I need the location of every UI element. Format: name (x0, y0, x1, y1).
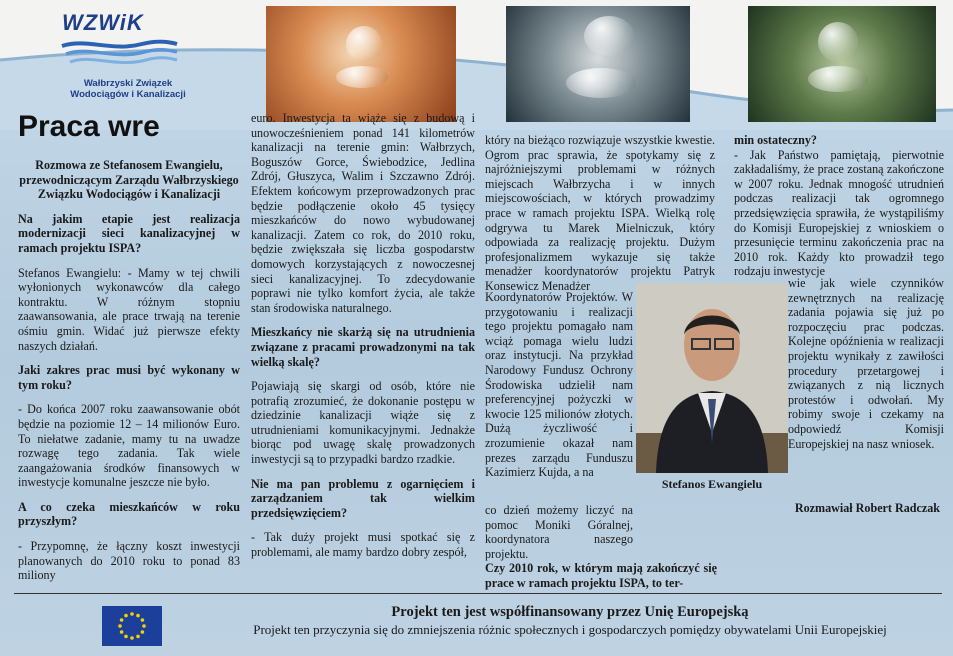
eu-flag-icon (102, 606, 162, 646)
logo-subtitle: Wałbrzyski Związek Wodociągów i Kanalizacji (70, 78, 186, 100)
water-photo-2 (506, 6, 690, 122)
answer: - Przypomnę, że łączny koszt inwestycji planowanych do 2010 roku to ponad 83 miliony (18, 539, 240, 583)
answer: - Tak duży projekt musi spotkać się z problemami, ale mamy bardzo dobry zespół, (251, 530, 475, 560)
column-4-top (734, 133, 944, 289)
question: Na jakim etapie jest realizacja modernizacji sieci kanalizacyjnej w ramach projektu ISPA? (18, 211, 240, 255)
answer: - Jak Państwo pamiętają, pierwotnie zakładaliśmy, że prace zostaną zakończone w 2007 roku. Jednak mnogość utrudnień podczas realizacji tak ogromnego przedsięwzięcia sprawiła, że wystąpiliśmy do Komisji Europejskiej z wnioskiem o przesunięcie terminu zakończenia prac na 2010 rok. Każdy kto prowadził tego rodzaju inwestycje (734, 147, 944, 279)
logo-text: WZWiK (62, 10, 144, 35)
footer-divider (14, 593, 942, 594)
column-2 (251, 111, 475, 570)
article-lead: Rozmowa ze Stefanosem Ewangielu, przewodniczącym Zarządu Wałbrzyskiego Związku Wodociągów i Kanalizacji (19, 158, 239, 202)
question: Mieszkańcy nie skarżą się na utrudnienia związane z pracami prowadzonymi na tak wielką skalę? (251, 325, 475, 369)
question: A co czeka mieszkańców w roku przyszłym? (18, 499, 240, 529)
footer-title: Projekt ten jest współfinansowany przez Unię Europejską (391, 604, 749, 620)
answer: który na bieżąco rozwiązuje wszystkie kwestie. Ogrom prac sprawia, że spotykamy się z najróżniejszymi problemami w różnych miejscach Wałbrzycha i w innych miejscowościach, w których prowadzimy prace w ramach projektu ISPA. Wielką rolę odgrywa tu Marek Mielniczuk, który odpowiada za realizację projektu. Dużym profesjonalizmem wykazuje się także menadżer koordynatorów projektu Patryk Konsewicz Menadżer (485, 133, 715, 293)
answer: Koordynatorów Projektów. W przygotowaniu i realizacji tego projektu pomagało nam wciąż pomaga wielu ludzi oraz instytucji. Na przykład Narodowy Fundusz Ochrony Środowiska udzielił nam preferencyjnej pożyczki w kwocie 125 milionów złotych. Dużą życzliwość i zrozumienie okazał nam prezes zarządu Funduszu Kazimierz Kujda, a na (485, 290, 633, 480)
water-photo-3 (748, 6, 936, 122)
column-4-narrow (788, 276, 944, 461)
answer: Pojawiają się skargi od osób, które nie potrafią zrozumieć, że dokonanie postępu w dziedzinie kanalizacji wiąże się z utrudnieniami komunikacyjnymi. Jednakże biorąc pod uwagę skalę prowadzonych inwestycji są to przypadki bardzo rzadkie. (251, 379, 475, 467)
question: Nie ma pan problemu z ogarnięciem i zarządzaniem tak wielkim przedsięwzięciem? (251, 476, 475, 520)
answer: wie jak wiele czynników zewnętrznych na realizację zadania pojawia się już po rozpoczęciu prac podczas. Kolejne opóźnienia w realizacji projektu wynikały z zawiłości procedury przetargowej i związanych z nią licznych protestów i odwołań. My robimy swoje i czekamy na odpowiedź Komisji Europejskiej na nasz wniosek. (788, 276, 944, 451)
column-3-narrow (485, 290, 633, 490)
question: min ostateczny? (734, 133, 817, 147)
answer: co dzień możemy liczyć na pomoc Moniki Góralnej, koordynatora naszego projektu. (485, 503, 633, 561)
answer: euro. Inwestycja ta wiąże się z budową i unowocześnieniem ponad 141 kilometrów kanalizacji na terenie gmin: Wałbrzych, Boguszów Gorce, Świebodzice, Jedlina Zdrój, Głuszyca, Walim i Szczawno Zdrój. Efektem końcowym przeprowadzonych prac będzie podłączenie około 45 tysięcy mieszkańców do nowo wybudowanej kanalizacji. Zatem co rok, do 2010 roku, będzie zwiększała się liczba gospodarstw domowych korzystających z nowoczesnej sieci kanalizacyjnej. To zdecydowanie poprawi nie tylko komfort życia, ale także stan środowiska naturalnego. (251, 111, 475, 315)
answer: Stefanos Ewangielu: - Mamy w tej chwili wyłonionych wykonawców dla całego kontraktu. W różnym stopniu zaawansowania, ale prace trwają na terenie ośmiu gmin. Widać już pierwsze efekty naszych działań. (18, 265, 240, 353)
column-3-top (485, 133, 715, 304)
photo-caption: Stefanos Ewangielu (661, 477, 763, 491)
article-title: Praca wre (18, 110, 160, 143)
answer: - Do końca 2007 roku zaawansowanie obót będzie na poziomie 12 – 14 milionów Euro. To niełatwe zadanie, mamy tu na uwadze rozwagę tego zadania. Tak wiele zaangażowania środków finansowych w inwestycje komunalne jeszcze nie było. (18, 402, 240, 490)
column-3-question (485, 561, 717, 590)
author-credit: Rozmawiał Robert Radczak (794, 501, 940, 515)
footer-text: Projekt ten przyczynia się do zmniejszenia różnic społecznych i gospodarczych pomiędzy obywatelami Unii Europejskiej (253, 622, 887, 637)
question: Czy 2010 rok, w którym mają zakończyć się prace w ramach projektu ISPA, to ter- (485, 561, 717, 590)
water-photo-1 (266, 6, 456, 122)
question: Jaki zakres prac musi być wykonany w tym roku? (18, 363, 240, 392)
portrait-photo (636, 283, 788, 473)
column-1 (18, 158, 240, 593)
